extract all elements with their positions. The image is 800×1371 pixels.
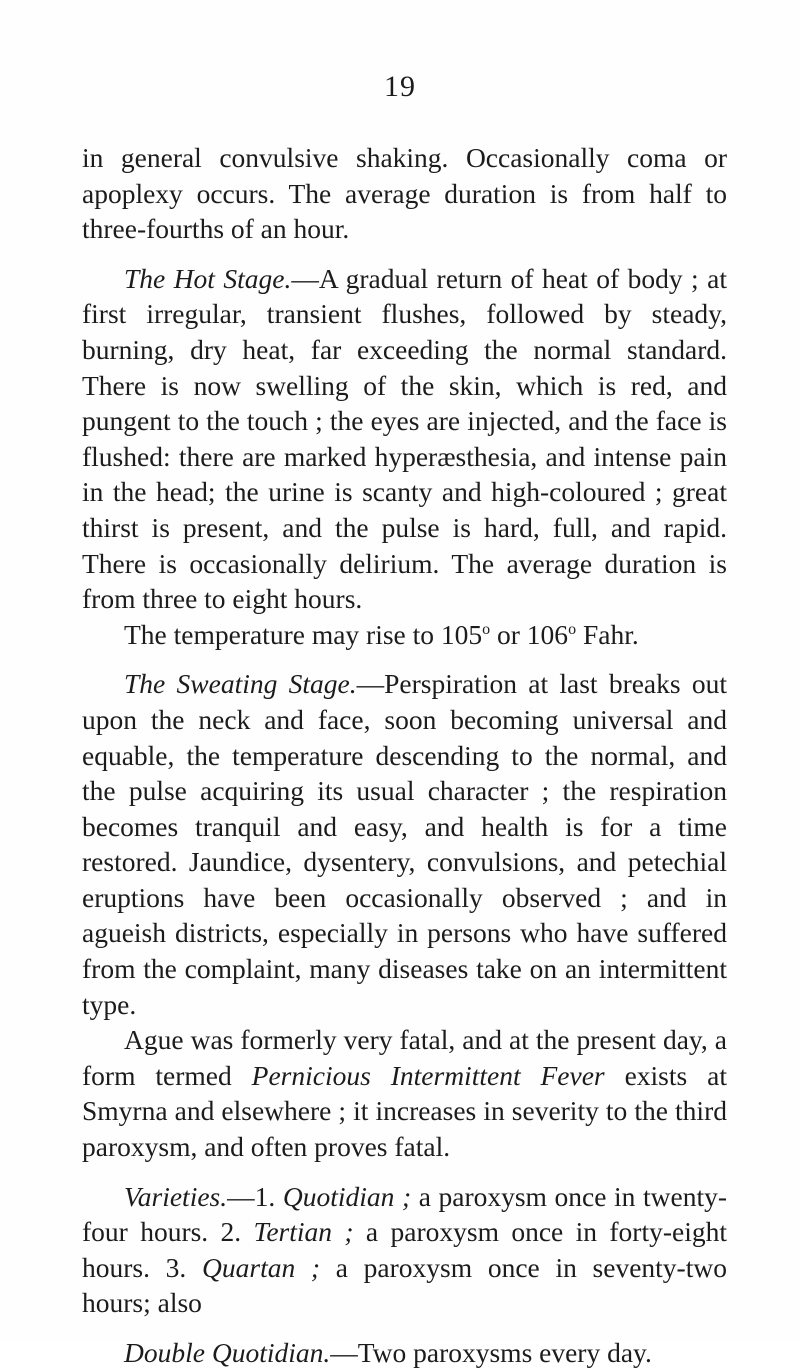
paragraph-sweating-stage — [82, 666, 727, 1022]
section-heading-varieties: Varieties. — [124, 1180, 228, 1212]
paragraph-text: —1. — [227, 1180, 283, 1212]
paragraph-ague-cold-stage-end — [82, 140, 727, 247]
degree-symbol: o — [482, 620, 491, 638]
term-tertian: Tertian ; — [253, 1216, 354, 1248]
paragraph-double-quotidian — [82, 1335, 727, 1371]
paragraph-text: —A gradual return of heat of body ; at first irregular, transient flushes, followed by steady, burning, dry heat, far exceeding the normal standard. There is now swelling of the skin, which is red, and pungent to the touch ; the eyes are injected, and the face is flushed: there are marked hyperæsthesia, and intense pain in the head; the urine is scanty and high-coloured ; great thirst is present, and the pulse is hard, full, and rapid. There is occasionally delirium. The average duration is from three to eight hours. — [82, 262, 727, 615]
paragraph-text: a paroxysm once in twenty-four hours. 2. — [82, 1180, 728, 1248]
paragraph-text: Ague was formerly very fatal, and at the present day, a form termed — [82, 1024, 727, 1091]
page-number: 19 — [384, 70, 416, 103]
paragraph-text: a paroxysm once in forty-eight hours. 3. — [82, 1216, 727, 1283]
paragraph-text: —Perspiration at last breaks out upon the neck and face, soon becoming universal and equable, the temperature descending to the normal, and the pulse acquiring its usual character ; the respiration becomes tranquil and easy, and health is for a time restored. Jaundice, dysentery, convulsions, and petechial eruptions have been occasionally observed ; and in agueish districts, especially in persons who have suffered from the complaint, many diseases take on an intermittent type. — [82, 668, 727, 1020]
paragraph-pernicious — [82, 1022, 727, 1164]
paragraph-text: —Two paroxysms every day. — [330, 1337, 652, 1368]
body-text — [82, 140, 727, 1371]
paragraph-temperature — [82, 617, 727, 653]
temperature-text: Fahr. — [576, 618, 639, 650]
paragraph-text: a paroxysm once in seventy-two hours; also — [82, 1251, 727, 1319]
section-heading-double-quotidian: Double Quotidian. — [124, 1337, 331, 1368]
paragraph-text: in general convulsive shaking. Occasionally coma or apoplexy occurs. The average duration is from half to three-fourths of an hour. — [82, 142, 727, 245]
paragraph-hot-stage — [82, 261, 727, 617]
term-pernicious-intermittent-fever: Pernicious Intermittent Fever — [251, 1059, 605, 1091]
term-quotidian: Quotidian ; — [282, 1180, 412, 1212]
temperature-text: or 106 — [490, 618, 569, 650]
section-heading-hot-stage: The Hot Stage. — [124, 262, 292, 294]
degree-symbol: o — [568, 620, 577, 638]
paragraph-varieties — [82, 1179, 727, 1321]
temperature-text: The temperature may rise to 105 — [124, 618, 483, 650]
term-quartan: Quartan ; — [202, 1251, 321, 1283]
section-heading-sweating-stage: The Sweating Stage. — [124, 668, 357, 700]
paragraph-text: exists at Smyrna and elsewhere ; it increases in severity to the third paroxysm, and often proves fatal. — [82, 1059, 727, 1163]
